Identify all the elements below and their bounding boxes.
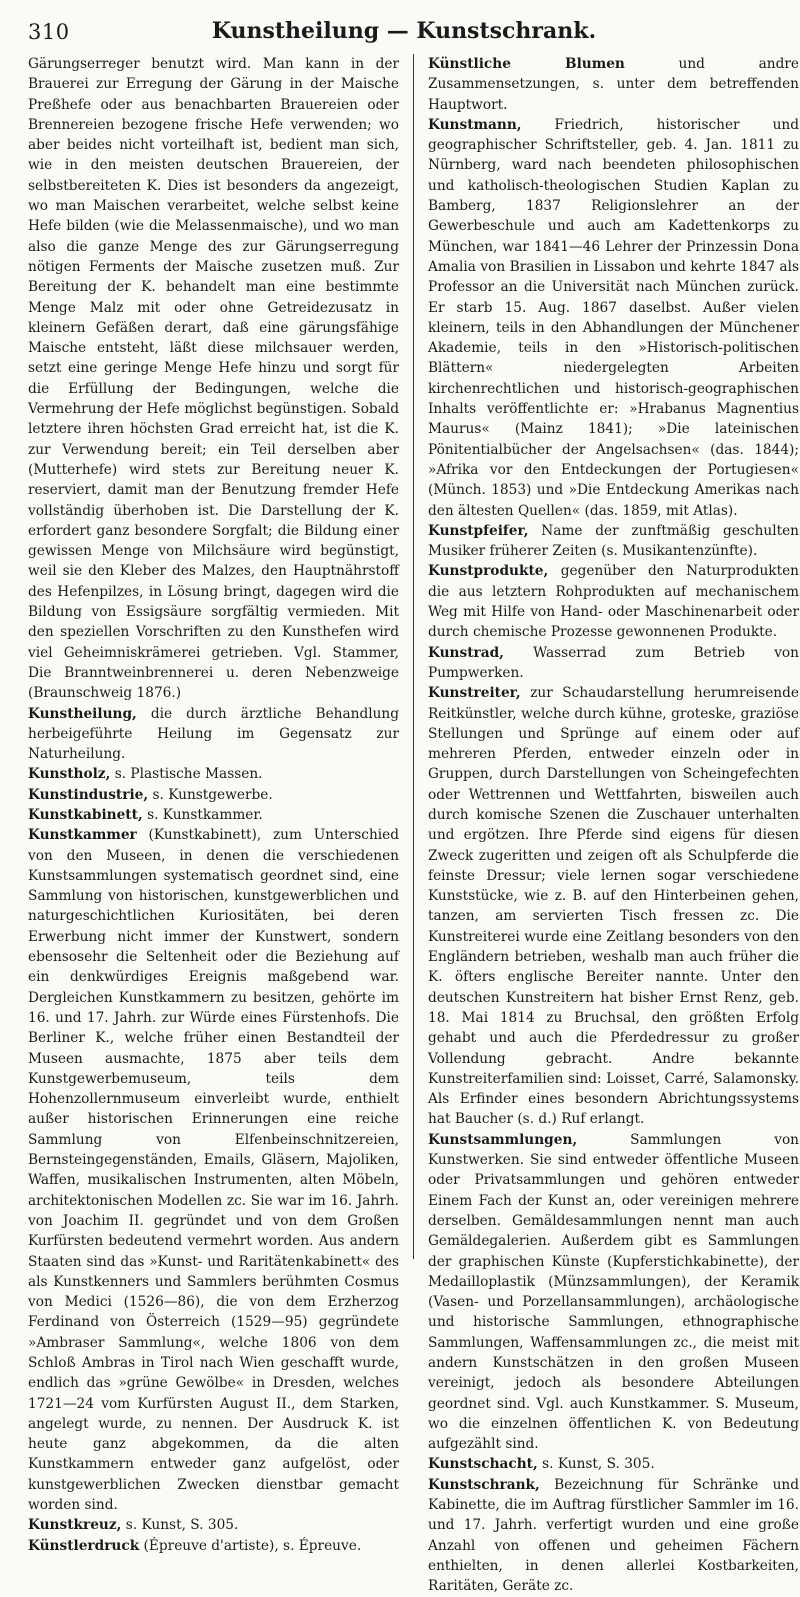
headword: Kunstholz, — [28, 766, 111, 783]
headword: Kunstheilung, — [28, 705, 137, 722]
entry-kunstschacht: Kunstschacht, s. Kunst, S. 305. — [428, 1456, 655, 1473]
headword: Kunstmann, — [428, 116, 522, 133]
entry-kunstreiter: Kunstreiter, zur Schaudarstellung herumreisende Reitkünstler, welche durch kühne, groteske, graziöse Stellungen und Sprünge auf einem oder auf mehreren Pferden, entweder einzeln oder in Gruppen, durch Darstellungen von Scheingefechten oder Wettrennen und Wettfahrten, bisweilen auch durch komische Szenen die Zuschauer unterhalten und ergötzen. Ihre Pferde sind eigens für diesen Zweck zugeritten und zeigen oft als Schulpferde die feinste Dressur; viele lernen sogar verschiedene Kunststücke, wie z. B. auf den Hinterbeinen gehen, tanzen, am servierten Tisch fressen zc. Die Kunstreiterei wurde eine Zeitlang besonders von den Engländern betrieben, weshalb man auch früher die K. öfters englische Bereiter nannte. Unter den deutschen Kunstreitern hat bisher Ernst Renz, geb. 18. Mai 1814 zu Bruchsal, den größten Erfolg gehabt und auch die Pferdedressur zu großer Vollendung gebracht. Andre bekannte Kunstreiterfamilien sind: Loisset, Carré, Salamonsky. Als Erfinder eines besondern Abrichtungssystems hat Baucher (s. d.) Ruf erlangt. — [428, 685, 799, 1128]
headword: Kunstreiter, — [428, 685, 521, 702]
entry-kunstsammlungen: Kunstsammlungen, Sammlungen von Kunstwerken. Sie sind entweder öffentliche Museen oder Privatsammlungen und gehören entweder Einem Fach der Kunst an, oder vereinigen mehrere derselben. Gemäldesammlungen nennt man auch Gemäldegalerien. Außerdem gibt es Sammlungen der graphischen Künste (Kupferstichkabinette), der Medailloplastik (Münzsammlungen), der Keramik (Vasen- und Porzellansammlungen), archäologische und historische Sammlungen, ethnographische Sammlungen, Waffensammlungen zc., die meist mit andern Kunstschätzen in den großen Museen vereinigt, jedoch als besondere Abteilungen geordnet sind. Vgl. auch Kunstkammer. S. Museum, wo die einzelnen öffentlichen K. von Bedeutung aufgezählt sind. — [428, 1131, 799, 1453]
column-divider — [413, 54, 414, 1259]
headword: Kunstschacht, — [428, 1456, 538, 1473]
headword: Kunstsammlungen, — [428, 1131, 578, 1148]
headword: Kunstkammer — [28, 827, 137, 844]
headword: Künstliche Blumen — [428, 56, 625, 72]
entry-kunstpfeifer: Kunstpfeifer, Name der zunftmäßig geschulten Musiker früherer Zeiten (s. Musikantenzünfte). — [428, 522, 799, 560]
headword: Kunstindustrie, — [28, 786, 149, 803]
entry-kunstprodukte: Kunstprodukte, gegenüber den Naturprodukten die aus letztern Rohprodukten auf mechanischem Weg mit Hilfe von Hand- oder Maschinenarbeit oder durch chemische Prozesse gewonnenen Produkte. — [428, 563, 799, 641]
headword: Kunstpfeifer, — [428, 522, 529, 539]
entry-kunstkreuz: Kunstkreuz, s. Kunst, S. 305. — [28, 1517, 239, 1534]
headword: Kunstrad, — [428, 644, 504, 661]
entry-kunstkabinett: Kunstkabinett, s. Kunstkammer. — [28, 806, 263, 823]
entry-kunstrad: Kunstrad, Wasserrad zum Betrieb von Pumpwerken. — [428, 644, 799, 681]
entry-kunstheilung: Kunstheilung, die durch ärztliche Behandlung herbeigeführte Heilung im Gegensatz zur Naturheilung. — [28, 705, 399, 763]
entry-kunstindustrie: Kunstindustrie, s. Kunstgewerbe. — [28, 786, 273, 803]
entry-kuenstliche-blumen: Künstliche Blumen und andre Zusammensetzungen, s. unter dem betreffenden Hauptwort. — [428, 56, 799, 113]
entry-kuenstlerdruck: Künstlerdruck (Épreuve d'artiste), s. Épreuve. — [28, 1537, 362, 1554]
running-head: Kunstheilung — Kunstschrank. — [211, 18, 597, 44]
headword: Kunstprodukte, — [428, 563, 549, 580]
page-header — [28, 14, 780, 54]
entry-kunstholz: Kunstholz, s. Plastische Massen. — [28, 766, 263, 783]
headword: Kunstschrank, — [428, 1476, 540, 1493]
page-number: 310 — [28, 20, 70, 44]
entry-kunstschrank: Kunstschrank, Bezeichnung für Schränke und Kabinette, die im Auftrag fürstlicher Sammler im 16. und 17. Jahrh. verfertigt wurden und eine große Anzahl von offenen und geheimen Fächern enthielten, in denen allerlei Kostbarkeiten, Raritäten, Geräte zc. — [428, 1476, 799, 1595]
right-column — [428, 54, 799, 1595]
entry-continuation: Gärungserreger benutzt wird. Man kann in der Brauerei zur Erregung der Gärung in der Maische Preßhefe oder aus benachbarten Brauereien oder Brennereien bezogene frische Hefe verwenden; wo aber beides nicht vorteilhaft ist, bedient man sich, wie in den meisten deutschen Brauereien, der selbstbereiteten K. Dies ist besonders da angezeigt, wo man Maischen verarbeitet, welche selbst keine Hefe bilden (wie die Melassenmaische), und wo man also die ganze Menge des zur Gärungserregung nötigen Ferments der Maische zusetzen muß. Zur Bereitung der K. behandelt man eine bestimmte Menge Malz mit oder ohne Getreidezusatz in kleinern Gefäßen derart, daß eine gärungsfähige Maische entsteht, läßt diese milchsauer werden, setzt eine geringe Menge Hefe hinzu und sorgt für die Erfüllung der Bedingungen, welche die Vermehrung der Hefe möglichst begünstigen. Sobald letztere ihren höchsten Grad erreicht hat, ist die K. zur Verwendung bereit; ein Teil derselben aber (Mutterhefe) wird stets zur Bereitung neuer K. reserviert, damit man der Benutzung fremder Hefe vollständig überhoben ist. Die Darstellung der K. erfordert ganz besondere Sorgfalt; die Bildung einer gewissen Menge von Milchsäure wird begünstigt, weil sie den Kleber des Malzes, den Hauptnährstoff des Hefenpilzes, in Lösung bringt, dagegen wird die Bildung von Essigsäure sorgfältig vermieden. Mit den speziellen Vorschriften zu den Kunsthefen wird viel Geheimniskrämerei getrieben. Vgl. Stammer, Die Branntweinbrennerei u. deren Nebenzweige (Braunschweig 1876.) — [28, 56, 399, 702]
entry-kunstkammer: Kunstkammer (Kunstkabinett), zum Unterschied von den Museen, in denen die verschiedenen Kunstsammlungen systematisch geordnet sind, eine Sammlung von historischen, kunstgewerblichen und naturgeschichtlichen Kuriositäten, bei deren Erwerbung nicht immer der Kunstwert, sondern ebensosehr die Seltenheit oder die Beziehung auf ein denkwürdiges Ereignis maßgebend war. Dergleichen Kunstkammern zu besitzen, gehörte im 16. und 17. Jahrh. zur Würde eines Fürstenhofs. Die Berliner K., welche früher einen Bestandteil der Museen ausmachte, 1875 aber teils dem Kunstgewerbemuseum, teils dem Hohenzollernmuseum einverleibt wurde, enthielt außer historischen Erinnerungen eine reiche Sammlung von Elfenbeinschnitzereien, Bernsteingegenständen, Emails, Gläsern, Majoliken, Waffen, musikalischen Instrumenten, alten Möbeln, architektonischen Modellen zc. Sie war im 16. Jahrh. von Joachim II. gegründet und von dem Großen Kurfürsten bedeutend vermehrt worden. Aus andern Staaten sind das »Kunst- und Raritätenkabinett« des als Kunstkenners und Sammlers berühmten Cosmus von Medici (1526—86), die von dem Erzherzog Ferdinand von Österreich (1529—95) gegründete »Ambraser Sammlung«, welche 1806 von dem Schloß Ambras in Tirol nach Wien geschafft wurde, endlich das »grüne Gewölbe« in Dresden, welches 1721—24 vom Kurfürsten August II., dem Starken, angelegt wurde, zu nennen. Der Ausdruck K. ist heute ganz abgekommen, da die alten Kunstkammern entweder ganz aufgelöst, oder kunstgewerblichen Zwecken dienstbar gemacht worden sind. — [28, 827, 399, 1514]
left-column — [28, 54, 399, 1554]
text-columns — [28, 54, 799, 1595]
entry-kunstmann: Kunstmann, Friedrich, historischer und geographischer Schriftsteller, geb. 4. Jan. 1811 zu Nürnberg, ward nach beendeten philosophischen und katholisch-theologischen Studien Kaplan zu Bamberg, 1837 Religionslehrer an der Gewerbeschule und auch am Kadettenkorps zu München, war 1841—46 Lehrer der Prinzessin Dona Amalia von Brasilien in Lissabon und kehrte 1847 als Professor an die Universität nach München zurück. Er starb 15. Aug. 1867 daselbst. Außer vielen kleinern, teils in den Abhandlungen der Münchener Akademie, teils in den »Historisch-politischen Blättern« niedergelegten Arbeiten kirchenrechtlichen und historisch-geographischen Inhalts veröffentlichte er: »Hrabanus Magnentius Maurus« (Mainz 1841); »Die lateinischen Pönitentialbücher der Angelsachsen« (das. 1844); »Afrika vor den Entdeckungen der Portugiesen« (Münch. 1853) und »Die Entdeckung Amerikas nach den ältesten Quellen« (das. 1859, mit Atlas). — [428, 116, 799, 519]
headword: Kunstkreuz, — [28, 1517, 122, 1534]
headword: Kunstkabinett, — [28, 806, 143, 823]
headword: Künstlerdruck — [28, 1537, 140, 1554]
